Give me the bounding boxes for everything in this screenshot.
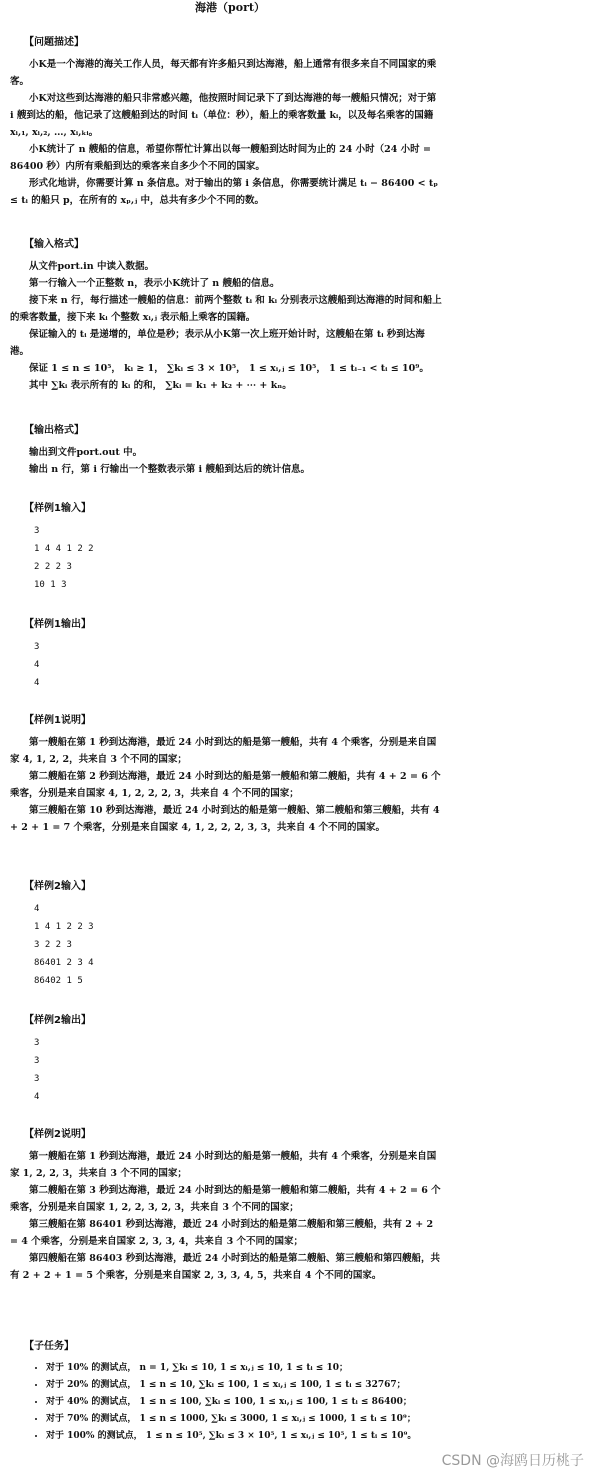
sample1-explain-paragraph: 第二艘船在第 2 秒到达海港，最近 24 小时到达的船是第一艘船和第二艘船，共有 4 + 2 = 6 个乘客，分别是来自国家 4, 1, 2, 2, 2, 3，共来自 4 个不同的国家； [10, 771, 441, 799]
subtask-item: • 对于 10% 的测试点， n = 1, ∑kᵢ ≤ 10, 1 ≤ xᵢ,ⱼ ≤ 10, 1 ≤ tᵢ ≤ 10； [46, 1360, 442, 1377]
subtask-item: • 对于 20% 的测试点， 1 ≤ n ≤ 10, ∑kᵢ ≤ 100, 1 ≤ xᵢ,ⱼ ≤ 100, 1 ≤ tᵢ ≤ 32767； [46, 1377, 442, 1394]
code-line: 3 [34, 526, 40, 536]
code-line: 4 [34, 678, 40, 688]
sample1-explain-heading: 【样例1说明】 [24, 715, 91, 726]
code-line: 3 [34, 1074, 40, 1084]
subtask-item: • 对于 70% 的测试点， 1 ≤ n ≤ 1000, ∑kᵢ ≤ 3000, 1 ≤ xᵢ,ⱼ ≤ 1000, 1 ≤ tᵢ ≤ 10⁹； [46, 1411, 442, 1428]
input-format-paragraph: 保证 1 ≤ n ≤ 10⁵， kᵢ ≥ 1， ∑kᵢ ≤ 3 × 10⁵， 1 ≤ xᵢ,ⱼ ≤ 10⁵， 1 ≤ tᵢ₋₁ < tᵢ ≤ 10⁹。 [29, 363, 429, 374]
input-format-paragraph: 从文件port.in 中读入数据。 [29, 261, 155, 272]
input-format-paragraph: 保证输入的 tᵢ 是递增的，单位是秒；表示从小K第一次上班开始计时，这艘船在第 tᵢ 秒到达海港。 [10, 329, 425, 357]
code-line: 4 [34, 1092, 40, 1102]
problem-paragraph: 小K对这些到达海港的船只非常感兴趣，他按照时间记录下了到达海港的每一艘船只情况；对于第 i 艘到达的船，他记录了这艘船到达的时间 tᵢ（单位：秒），船上的乘客数量 kᵢ，以及每名乘客的国籍 xᵢ,₁, xᵢ,₂, …, xᵢ,ₖᵢ。 [10, 93, 437, 138]
problem-heading: 【问题描述】 [24, 37, 84, 48]
code-line: 3 [34, 1038, 40, 1048]
code-line: 3 [34, 642, 40, 652]
problem-paragraph: 小K是一个海港的海关工作人员，每天都有许多船只到达海港，船上通常有很多来自不同国家的乘客。 [10, 59, 437, 87]
sample2-explain-paragraph: 第一艘船在第 1 秒到达海港，最近 24 小时到达的船是第一艘船，共有 4 个乘客，分别是来自国家 1, 2, 2, 3，共来自 3 个不同的国家； [10, 1151, 437, 1179]
output-format-section [10, 424, 442, 478]
sample2-explain-heading: 【样例2说明】 [24, 1129, 91, 1140]
sample1-explain-section [10, 714, 442, 836]
code-line: 4 [34, 660, 40, 670]
problem-section [10, 36, 442, 209]
code-line: 2 2 2 3 [34, 562, 72, 572]
sample1-explain-paragraph: 第一艘船在第 1 秒到达海港，最近 24 小时到达的船是第一艘船，共有 4 个乘客，分别是来自国家 4, 1, 2, 2，共来自 3 个不同的国家； [10, 737, 437, 765]
code-line: 3 [34, 1056, 40, 1066]
input-format-paragraph: 接下来 n 行，每行描述一艘船的信息：前两个整数 tᵢ 和 kᵢ 分别表示这艘船到达海港的时间和船上的乘客数量，接下来 kᵢ 个整数 xᵢ,ⱼ 表示船上乘客的国籍。 [10, 295, 442, 323]
sample2-output-section [10, 1014, 442, 1106]
problem-paragraph: 形式化地讲，你需要计算 n 条信息。对于输出的第 i 条信息，你需要统计满足 tᵢ − 86400 < tₚ ≤ tᵢ 的船只 p，在所有的 xₚ,ⱼ 中，总共有多少个不同的数。 [10, 178, 439, 206]
sample2-output-heading: 【样例2输出】 [24, 1015, 91, 1026]
sample2-explain-paragraph: 第二艘船在第 3 秒到达海港，最近 24 小时到达的船是第一艘船和第二艘船，共有 4 + 2 = 6 个乘客，分别是来自国家 1, 2, 2, 3, 2, 3，共来自 3 个不同的国家； [10, 1185, 441, 1213]
sample1-input-section [10, 502, 442, 594]
sample1-input-heading: 【样例1输入】 [24, 503, 91, 514]
code-line: 1 4 1 2 2 3 [34, 922, 94, 932]
sample2-explain-paragraph: 第四艘船在第 86403 秒到达海港，最近 24 小时到达的船是第二艘船、第三艘船和第四艘船，共有 2 + 2 + 1 = 5 个乘客，分别是来自国家 2, 3, 3, 4, 5，共来自 4 个不同的国家。 [10, 1253, 441, 1281]
sample1-output-heading: 【样例1输出】 [24, 619, 91, 630]
subtasks-heading: 【子任务】 [24, 1341, 74, 1352]
sample1-output-section [10, 618, 442, 692]
code-line: 4 [34, 904, 40, 914]
sample2-input-section [10, 880, 442, 990]
page-title: 海港（port） [195, 1, 265, 14]
sample2-explain-section [10, 1128, 442, 1284]
input-format-paragraph: 第一行输入一个正整数 n，表示小K统计了 n 艘船的信息。 [29, 278, 280, 289]
subtasks-list [10, 1360, 442, 1445]
output-format-paragraph: 输出 n 行，第 i 行输出一个整数表示第 i 艘船到达后的统计信息。 [29, 464, 310, 475]
output-format-paragraph: 输出到文件port.out 中。 [29, 447, 143, 458]
output-format-heading: 【输出格式】 [24, 425, 84, 436]
sample2-input-heading: 【样例2输入】 [24, 881, 91, 892]
input-format-heading: 【输入格式】 [24, 239, 84, 250]
watermark: CSDN @海鸥日历桃子 [441, 1453, 584, 1470]
sample1-explain-paragraph: 第三艘船在第 10 秒到达海港，最近 24 小时到达的船是第一艘船、第二艘船和第三艘船，共有 4 + 2 + 1 = 7 个乘客，分别是来自国家 4, 1, 2, 2, 2, 3, 3，共来自 4 个不同的国家。 [10, 805, 440, 833]
problem-paragraph: 小K统计了 n 艘船的信息，希望你帮忙计算出以每一艘船到达时间为止的 24 小时（24 小时 = 86400 秒）内所有乘船到达的乘客来自多少个不同的国家。 [10, 144, 431, 172]
sample2-explain-paragraph: 第三艘船在第 86401 秒到达海港，最近 24 小时到达的船是第二艘船和第三艘船，共有 2 + 2 = 4 个乘客，分别是来自国家 2, 3, 3, 4，共来自 3 个不同的国家； [10, 1219, 434, 1247]
input-format-paragraph: 其中 ∑kᵢ 表示所有的 kᵢ 的和， ∑kᵢ = k₁ + k₂ + ⋯ + kₙ。 [29, 380, 292, 391]
code-line: 1 4 4 1 2 2 [34, 544, 94, 554]
input-format-section [10, 238, 442, 394]
subtasks-section [10, 1340, 442, 1445]
code-line: 10 1 3 [34, 580, 67, 590]
code-line: 3 2 2 3 [34, 940, 72, 950]
code-line: 86402 1 5 [34, 976, 83, 986]
code-line: 86401 2 3 4 [34, 958, 94, 968]
subtask-item: • 对于 40% 的测试点， 1 ≤ n ≤ 100, ∑kᵢ ≤ 100, 1 ≤ xᵢ,ⱼ ≤ 100, 1 ≤ tᵢ ≤ 86400； [46, 1394, 442, 1411]
subtask-item: • 对于 100% 的测试点， 1 ≤ n ≤ 10⁵, ∑kᵢ ≤ 3 × 10⁵, 1 ≤ xᵢ,ⱼ ≤ 10⁵, 1 ≤ tᵢ ≤ 10⁹。 [46, 1428, 442, 1445]
